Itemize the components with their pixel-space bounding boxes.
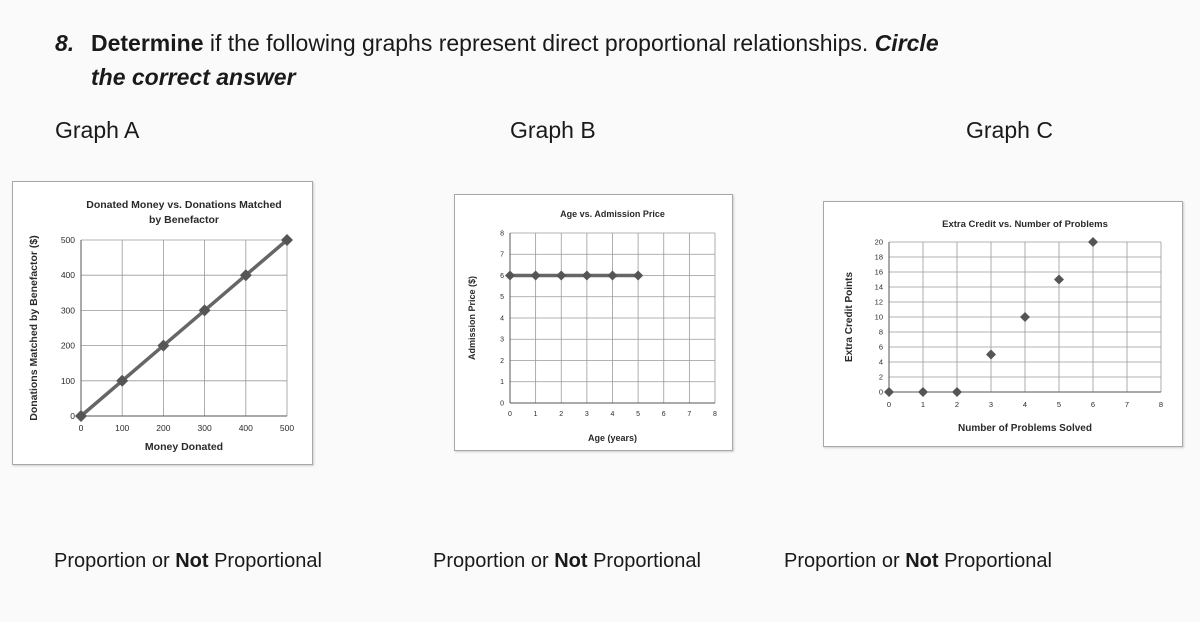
x-axis-label: Number of Problems Solved (958, 423, 1092, 434)
y-tick-label: 500 (60, 234, 75, 245)
y-tick-label: 0 (878, 387, 883, 397)
x-tick-label: 500 (279, 423, 295, 433)
graph-c-chart (823, 201, 1183, 447)
answer-option-proportion[interactable]: Proportion (433, 550, 526, 572)
y-tick-label: 0 (70, 410, 75, 421)
y-tick-label: 8 (500, 230, 504, 238)
y-tick-label: 5 (500, 294, 504, 302)
x-tick-label: 4 (1022, 400, 1028, 409)
y-axis-label: Donations Matched by Benefactor ($) (28, 235, 40, 421)
graph-b-chart (454, 194, 733, 451)
x-tick-label: 0 (886, 400, 892, 409)
chart-title: Extra Credit vs. Number of Problems (942, 219, 1108, 230)
y-tick-label: 18 (874, 252, 883, 262)
graph-a-answer[interactable] (54, 550, 322, 573)
y-tick-label: 12 (874, 297, 883, 307)
y-tick-label: 300 (60, 305, 75, 316)
data-point (1088, 237, 1098, 247)
x-tick-label: 5 (636, 411, 641, 418)
y-tick-label: 2 (500, 357, 504, 365)
y-tick-label: 8 (878, 327, 883, 337)
graph-a-chart (12, 181, 313, 465)
x-tick-label: 2 (954, 400, 960, 409)
y-tick-label: 3 (500, 336, 504, 344)
y-tick-label: 10 (874, 312, 883, 322)
x-tick-label: 400 (238, 423, 253, 433)
x-tick-label: 8 (713, 411, 717, 418)
data-point (952, 387, 962, 397)
y-tick-label: 100 (60, 375, 75, 386)
x-tick-label: 0 (508, 411, 512, 418)
graph-c-answer[interactable] (784, 550, 1052, 573)
graph-b-title: Graph B (510, 117, 596, 143)
data-point (556, 271, 566, 281)
x-tick-label: 0 (78, 423, 84, 433)
data-point (918, 387, 928, 397)
answer-option-not[interactable]: Not (554, 550, 588, 572)
x-tick-label: 6 (1090, 400, 1096, 409)
y-tick-label: 400 (60, 270, 75, 281)
y-tick-label: 6 (878, 342, 883, 352)
graph-b-svg (455, 195, 732, 450)
question-body: if the following graphs represent direct proportional relationships. (203, 30, 875, 56)
y-tick-label: 7 (500, 251, 504, 259)
answer-option-proportion[interactable]: Proportion (54, 550, 147, 572)
y-tick-label: 200 (60, 340, 75, 351)
graph-c-title: Graph C (966, 117, 1053, 143)
x-axis-label: Age (years) (587, 433, 638, 443)
x-tick-label: 7 (1124, 400, 1130, 409)
y-tick-label: 4 (500, 315, 504, 323)
data-point (531, 271, 541, 281)
y-tick-label: 14 (874, 282, 883, 292)
question-instruction-part1: Circle (874, 30, 939, 56)
y-tick-label: 20 (874, 237, 883, 247)
x-axis-label: Money Donated (144, 441, 224, 453)
answer-or: or (146, 550, 176, 572)
x-tick-label: 4 (610, 411, 615, 418)
y-tick-label: 2 (878, 372, 883, 382)
data-point (633, 271, 643, 281)
data-point (986, 350, 996, 360)
x-tick-label: 8 (1158, 400, 1164, 409)
x-tick-label: 1 (533, 411, 538, 418)
graph-a-svg (13, 182, 312, 464)
y-axis-label: Extra Credit Points (844, 271, 855, 363)
question-instruction-part2: the correct answer (91, 64, 296, 90)
y-tick-label: 16 (874, 267, 883, 277)
data-point (884, 387, 894, 397)
x-tick-label: 3 (584, 411, 589, 418)
chart-title: Age vs. Admission Price (560, 209, 665, 219)
answer-or: or (525, 550, 555, 572)
y-tick-label: 1 (500, 379, 504, 387)
data-point (1054, 275, 1064, 285)
x-tick-label: 200 (156, 423, 171, 433)
y-axis-label: Admission Price ($) (467, 275, 477, 361)
graph-b-answer[interactable] (433, 550, 701, 573)
graph-c-svg (824, 202, 1182, 446)
answer-or: or (876, 550, 906, 572)
x-tick-label: 6 (661, 411, 666, 418)
x-tick-label: 5 (1056, 400, 1062, 409)
series-line (81, 240, 287, 416)
data-point (505, 271, 515, 281)
data-point (582, 271, 592, 281)
x-tick-label: 1 (920, 400, 926, 409)
question-text (55, 26, 1055, 94)
graph-a-title: Graph A (55, 117, 140, 143)
question-verb: Determine (91, 30, 204, 56)
answer-option-not[interactable]: Not (175, 550, 209, 572)
y-tick-label: 0 (500, 400, 504, 408)
answer-option-proportional[interactable]: Proportional (208, 550, 322, 572)
x-tick-label: 100 (115, 423, 130, 433)
data-point (608, 271, 618, 281)
chart-title: by Benefactor (148, 214, 220, 226)
data-point (1020, 312, 1030, 322)
x-tick-label: 7 (687, 411, 692, 418)
answer-option-not[interactable]: Not (905, 550, 939, 572)
y-tick-label: 6 (500, 272, 504, 280)
answer-option-proportional[interactable]: Proportional (938, 550, 1052, 572)
x-tick-label: 3 (988, 400, 994, 409)
chart-title: Donated Money vs. Donations Matched (86, 199, 282, 211)
y-tick-label: 4 (878, 357, 883, 367)
answer-option-proportional[interactable]: Proportional (587, 550, 701, 572)
answer-option-proportion[interactable]: Proportion (784, 550, 877, 572)
x-tick-label: 2 (559, 411, 564, 418)
question-number: 8. (55, 30, 75, 56)
x-tick-label: 300 (197, 423, 212, 433)
